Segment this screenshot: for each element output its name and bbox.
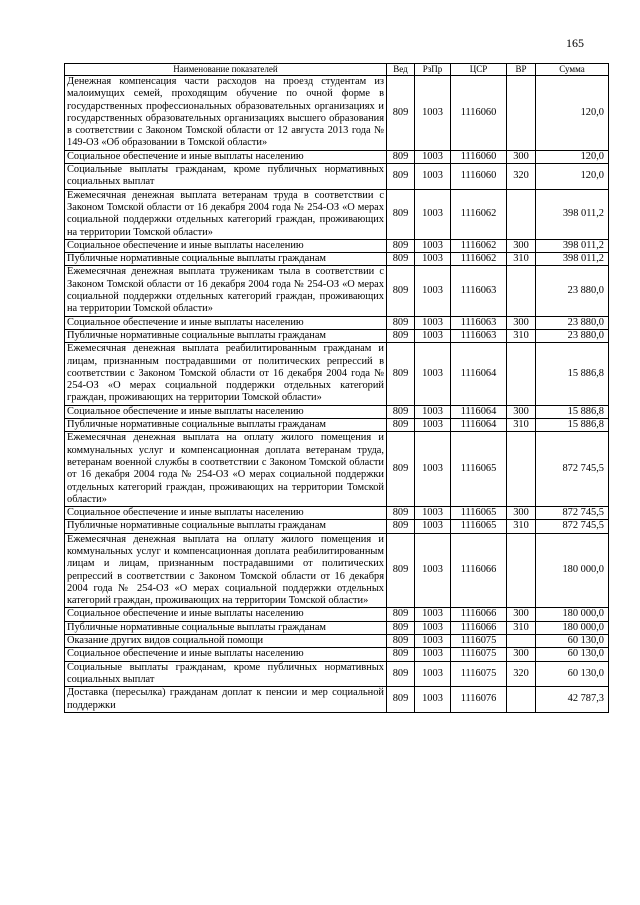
cell-sum: 872 745,5 xyxy=(536,520,609,533)
cell-name: Публичные нормативные социальные выплаты гражданам xyxy=(65,621,387,634)
cell-sum: 60 130,0 xyxy=(536,635,609,648)
cell-ved: 809 xyxy=(387,507,415,520)
table-row xyxy=(65,316,609,329)
cell-vr: 300 xyxy=(507,239,536,252)
cell-name: Ежемесячная денежная выплата труженикам тыла в соответствии с Законом Томской области от 16 декабря 2004 года № 254-ОЗ «О мерах социальной поддержки отдельных категорий граждан, проживающих на территории Томской области» xyxy=(65,266,387,316)
cell-rzpr: 1003 xyxy=(415,533,451,608)
cell-csr: 1116065 xyxy=(451,432,507,507)
cell-csr: 1116060 xyxy=(451,164,507,190)
cell-csr: 1116075 xyxy=(451,661,507,687)
cell-sum: 120,0 xyxy=(536,150,609,163)
cell-sum: 60 130,0 xyxy=(536,661,609,687)
header-csr: ЦСР xyxy=(451,64,507,76)
cell-name: Ежемесячная денежная выплата на оплату жилого помещения и коммунальных услуг и компенсационная доплата реабилитированным лицам и лицам, признанным пострадавшими от политических репрессий в соответствии с Законом Томской области от 16 декабря 2004 года № 254-ОЗ «О мерах социальной поддержки отдельных категорий граждан, проживающих на территории Томской области» xyxy=(65,533,387,608)
table-row xyxy=(65,533,609,608)
cell-vr xyxy=(507,189,536,239)
budget-table xyxy=(64,63,609,713)
cell-name: Ежемесячная денежная выплата на оплату жилого помещения и коммунальных услуг и компенсационная доплата ветеранам труда, ветеранам военной службы в соответствии с Законом Томской области от 16 декабря 2004 года № 254-ОЗ «О мерах социальной поддержки отдельных категорий граждан, проживающих на территории Томской области» xyxy=(65,432,387,507)
cell-sum: 60 130,0 xyxy=(536,648,609,661)
cell-rzpr: 1003 xyxy=(415,419,451,432)
cell-sum: 15 886,8 xyxy=(536,405,609,418)
cell-name: Социальные выплаты гражданам, кроме публичных нормативных социальных выплат xyxy=(65,164,387,190)
cell-sum: 120,0 xyxy=(536,76,609,151)
table-row xyxy=(65,507,609,520)
header-vr: ВР xyxy=(507,64,536,76)
cell-sum: 15 886,8 xyxy=(536,343,609,405)
cell-vr xyxy=(507,266,536,316)
cell-rzpr: 1003 xyxy=(415,266,451,316)
cell-vr: 300 xyxy=(507,507,536,520)
cell-csr: 1116062 xyxy=(451,253,507,266)
cell-csr: 1116065 xyxy=(451,507,507,520)
cell-name: Оказание других видов социальной помощи xyxy=(65,635,387,648)
cell-ved: 809 xyxy=(387,635,415,648)
header-ved: Вед xyxy=(387,64,415,76)
cell-name: Социальное обеспечение и иные выплаты населению xyxy=(65,239,387,252)
cell-csr: 1116066 xyxy=(451,533,507,608)
cell-ved: 809 xyxy=(387,343,415,405)
cell-ved: 809 xyxy=(387,533,415,608)
cell-name: Социальное обеспечение и иные выплаты населению xyxy=(65,648,387,661)
cell-ved: 809 xyxy=(387,419,415,432)
table-row xyxy=(65,520,609,533)
cell-rzpr: 1003 xyxy=(415,316,451,329)
cell-csr: 1116064 xyxy=(451,405,507,418)
cell-sum: 120,0 xyxy=(536,164,609,190)
cell-rzpr: 1003 xyxy=(415,76,451,151)
cell-rzpr: 1003 xyxy=(415,253,451,266)
table-row xyxy=(65,661,609,687)
cell-sum: 180 000,0 xyxy=(536,608,609,621)
cell-vr: 300 xyxy=(507,648,536,661)
table-header-row xyxy=(65,64,609,76)
cell-csr: 1116062 xyxy=(451,189,507,239)
table-row xyxy=(65,76,609,151)
table-row xyxy=(65,329,609,342)
cell-csr: 1116064 xyxy=(451,343,507,405)
cell-vr xyxy=(507,76,536,151)
cell-vr xyxy=(507,533,536,608)
cell-vr: 300 xyxy=(507,150,536,163)
cell-csr: 1116060 xyxy=(451,76,507,151)
cell-csr: 1116063 xyxy=(451,316,507,329)
cell-sum: 15 886,8 xyxy=(536,419,609,432)
cell-csr: 1116064 xyxy=(451,419,507,432)
cell-csr: 1116060 xyxy=(451,150,507,163)
cell-vr xyxy=(507,687,536,713)
cell-rzpr: 1003 xyxy=(415,405,451,418)
cell-ved: 809 xyxy=(387,266,415,316)
cell-ved: 809 xyxy=(387,329,415,342)
cell-ved: 809 xyxy=(387,405,415,418)
cell-vr: 320 xyxy=(507,661,536,687)
cell-ved: 809 xyxy=(387,164,415,190)
cell-name: Доставка (пересылка) гражданам доплат к пенсии и мер социальной поддержки xyxy=(65,687,387,713)
cell-rzpr: 1003 xyxy=(415,150,451,163)
cell-vr xyxy=(507,635,536,648)
header-name: Наименование показателей xyxy=(65,64,387,76)
cell-csr: 1116076 xyxy=(451,687,507,713)
cell-rzpr: 1003 xyxy=(415,164,451,190)
cell-rzpr: 1003 xyxy=(415,432,451,507)
cell-vr: 310 xyxy=(507,253,536,266)
cell-ved: 809 xyxy=(387,76,415,151)
cell-rzpr: 1003 xyxy=(415,239,451,252)
cell-ved: 809 xyxy=(387,608,415,621)
table-row xyxy=(65,150,609,163)
cell-rzpr: 1003 xyxy=(415,329,451,342)
cell-rzpr: 1003 xyxy=(415,635,451,648)
cell-ved: 809 xyxy=(387,316,415,329)
table-row xyxy=(65,419,609,432)
cell-ved: 809 xyxy=(387,239,415,252)
cell-csr: 1116066 xyxy=(451,621,507,634)
cell-csr: 1116063 xyxy=(451,329,507,342)
cell-ved: 809 xyxy=(387,621,415,634)
cell-sum: 872 745,5 xyxy=(536,507,609,520)
cell-rzpr: 1003 xyxy=(415,648,451,661)
page-number: 165 xyxy=(566,36,584,50)
header-rzpr: РзПр xyxy=(415,64,451,76)
cell-name: Ежемесячная денежная выплата реабилитированным гражданам и лицам, признанным пострадавшими от политических репрессий в соответствии с Законом Томской области от 16 декабря 2004 года № 254-ОЗ «О мерах социальной поддержки отдельных категорий граждан, проживающих на территории Томской области» xyxy=(65,343,387,405)
table-row xyxy=(65,432,609,507)
table-row xyxy=(65,405,609,418)
table-row xyxy=(65,687,609,713)
cell-name: Ежемесячная денежная выплата ветеранам труда в соответствии с Законом Томской области от 16 декабря 2004 года № 254-ОЗ «О мерах социальной поддержки отдельных категорий граждан, проживающих на территории Томской области» xyxy=(65,189,387,239)
cell-sum: 23 880,0 xyxy=(536,329,609,342)
cell-csr: 1116065 xyxy=(451,520,507,533)
cell-csr: 1116063 xyxy=(451,266,507,316)
cell-sum: 180 000,0 xyxy=(536,621,609,634)
cell-name: Публичные нормативные социальные выплаты гражданам xyxy=(65,329,387,342)
cell-ved: 809 xyxy=(387,520,415,533)
cell-ved: 809 xyxy=(387,432,415,507)
table-row xyxy=(65,608,609,621)
cell-sum: 23 880,0 xyxy=(536,266,609,316)
cell-name: Социальное обеспечение и иные выплаты населению xyxy=(65,608,387,621)
table-row xyxy=(65,343,609,405)
cell-rzpr: 1003 xyxy=(415,343,451,405)
cell-sum: 398 011,2 xyxy=(536,189,609,239)
table-row xyxy=(65,239,609,252)
cell-sum: 398 011,2 xyxy=(536,253,609,266)
cell-ved: 809 xyxy=(387,150,415,163)
table-row xyxy=(65,648,609,661)
cell-name: Публичные нормативные социальные выплаты гражданам xyxy=(65,253,387,266)
cell-name: Социальное обеспечение и иные выплаты населению xyxy=(65,316,387,329)
cell-sum: 180 000,0 xyxy=(536,533,609,608)
cell-sum: 23 880,0 xyxy=(536,316,609,329)
table-row xyxy=(65,189,609,239)
cell-name: Социальное обеспечение и иные выплаты населению xyxy=(65,150,387,163)
cell-name: Социальное обеспечение и иные выплаты населению xyxy=(65,507,387,520)
cell-rzpr: 1003 xyxy=(415,189,451,239)
cell-name: Социальное обеспечение и иные выплаты населению xyxy=(65,405,387,418)
table-row xyxy=(65,266,609,316)
cell-vr xyxy=(507,343,536,405)
cell-vr: 320 xyxy=(507,164,536,190)
cell-name: Публичные нормативные социальные выплаты гражданам xyxy=(65,520,387,533)
cell-name: Денежная компенсация части расходов на проезд студентам из малоимущих семей, проходящим обучение по очной форме в государственных профессиональных образовательных организациях и государственных образовательных организациях высшего образования в соответствии с Законом Томской области от 12 августа 2013 года № 149-ОЗ «Об образовании в Томской области» xyxy=(65,76,387,151)
cell-vr: 310 xyxy=(507,329,536,342)
cell-csr: 1116075 xyxy=(451,635,507,648)
cell-rzpr: 1003 xyxy=(415,520,451,533)
cell-vr: 300 xyxy=(507,316,536,329)
cell-vr: 310 xyxy=(507,520,536,533)
cell-name: Публичные нормативные социальные выплаты гражданам xyxy=(65,419,387,432)
cell-rzpr: 1003 xyxy=(415,661,451,687)
cell-vr: 310 xyxy=(507,621,536,634)
cell-csr: 1116066 xyxy=(451,608,507,621)
header-sum: Сумма xyxy=(536,64,609,76)
cell-csr: 1116062 xyxy=(451,239,507,252)
cell-name: Социальные выплаты гражданам, кроме публичных нормативных социальных выплат xyxy=(65,661,387,687)
cell-rzpr: 1003 xyxy=(415,687,451,713)
cell-ved: 809 xyxy=(387,189,415,239)
cell-ved: 809 xyxy=(387,253,415,266)
cell-sum: 42 787,3 xyxy=(536,687,609,713)
cell-vr xyxy=(507,432,536,507)
cell-vr: 300 xyxy=(507,405,536,418)
table-body xyxy=(65,76,609,713)
cell-ved: 809 xyxy=(387,648,415,661)
cell-rzpr: 1003 xyxy=(415,621,451,634)
cell-rzpr: 1003 xyxy=(415,608,451,621)
table-row xyxy=(65,621,609,634)
table-row xyxy=(65,164,609,190)
cell-ved: 809 xyxy=(387,661,415,687)
cell-vr: 310 xyxy=(507,419,536,432)
cell-csr: 1116075 xyxy=(451,648,507,661)
cell-rzpr: 1003 xyxy=(415,507,451,520)
cell-sum: 398 011,2 xyxy=(536,239,609,252)
table-row xyxy=(65,253,609,266)
cell-vr: 300 xyxy=(507,608,536,621)
cell-ved: 809 xyxy=(387,687,415,713)
cell-sum: 872 745,5 xyxy=(536,432,609,507)
table-row xyxy=(65,635,609,648)
